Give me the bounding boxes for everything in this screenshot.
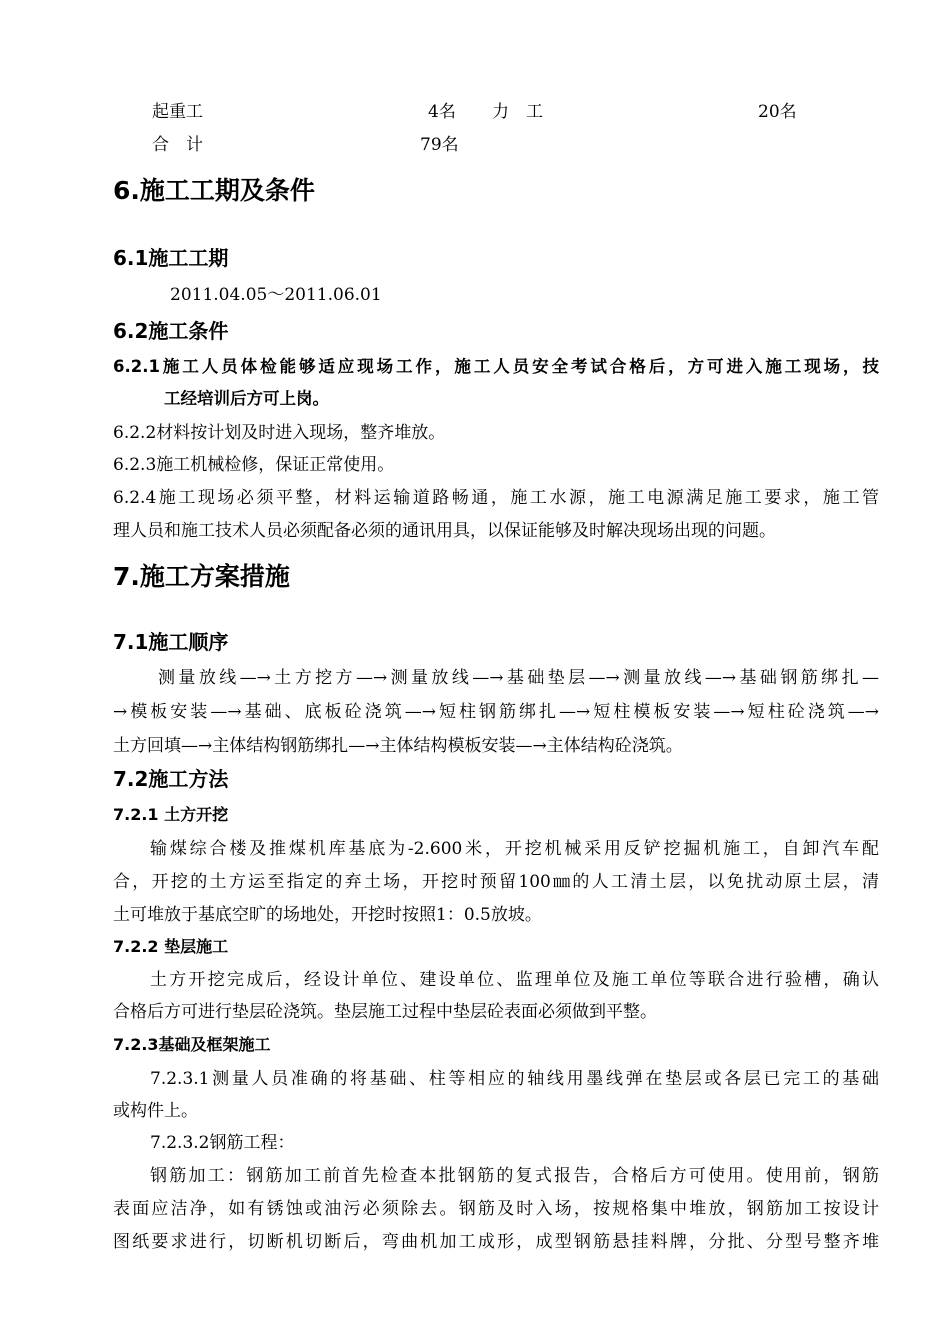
staff-name-hoist-worker: 起重工: [152, 102, 203, 122]
cushion-line2: 合格后方可进行垫层砼浇筑。垫层施工过程中垫层砼表面必须做到平整。: [113, 1002, 657, 1022]
section-7-2-1-heading: 7.2.1 土方开挖: [113, 805, 229, 824]
staff-count-laborer: 20名: [758, 102, 797, 122]
sequence-line3: 土方回填—→主体结构钢筋绑扎—→主体结构模板安装—→主体结构砼浇筑。: [113, 736, 683, 756]
clause-6-2-1-line1: 6.2.1施工人员体检能够适应现场工作，施工人员安全考试合格后，方可进入施工现场，技: [113, 357, 879, 376]
cushion-line1: 土方开挖完成后，经设计单位、建设单位、监理单位及施工单位等联合进行验槽，确认: [150, 970, 879, 990]
staff-name-laborer: 力 工: [492, 102, 543, 122]
section-7-1-heading: 7.1施工顺序: [113, 630, 229, 654]
sequence-line2: →模板安装—→基础、底板砼浇筑—→短柱钢筋绑扎—→短柱模板安装—→短柱砼浇筑—→: [113, 702, 879, 722]
excavation-line1: 输煤综合楼及推煤机库基底为-2.600米，开挖机械采用反铲挖掘机施工，自卸汽车配: [150, 839, 879, 859]
clause-6-2-2: 6.2.2材料按计划及时进入现场，整齐堆放。: [113, 423, 446, 443]
clause-6-2-3: 6.2.3施工机械检修，保证正常使用。: [113, 455, 395, 475]
excavation-line2: 合，开挖的土方运至指定的弃土场，开挖时预留100㎜的人工清土层，以免扰动原土层，清: [113, 872, 879, 892]
section-7-2-2-heading: 7.2.2 垫层施工: [113, 937, 229, 956]
construction-period: 2011.04.05～2011.06.01: [170, 285, 382, 305]
clause-6-2-4-line1: 6.2.4施工现场必须平整，材料运输道路畅通，施工水源，施工电源满足施工要求，施工管: [113, 488, 879, 508]
section-7-heading: 7.施工方案措施: [113, 562, 290, 591]
section-6-2-heading: 6.2施工条件: [113, 319, 229, 343]
clause-7-2-3-2: 7.2.3.2钢筋工程：: [150, 1133, 295, 1153]
section-7-2-heading: 7.2施工方法: [113, 767, 229, 791]
staff-total-count: 79名: [420, 135, 459, 155]
section-6-heading: 6.施工工期及条件: [113, 176, 315, 205]
clause-6-2-4-line2: 理人员和施工技术人员必须配备必须的通讯用具，以保证能够及时解决现场出现的问题。: [113, 521, 776, 541]
rebar-line2: 表面应洁净，如有锈蚀或油污必须除去。钢筋及时入场，按规格集中堆放，钢筋加工按设计: [113, 1199, 879, 1219]
section-6-1-heading: 6.1施工工期: [113, 246, 229, 270]
rebar-line3: 图纸要求进行，切断机切断后，弯曲机加工成形，成型钢筋悬挂料牌，分批、分型号整齐堆: [113, 1232, 879, 1252]
clause-7-2-3-1-line2: 或构件上。: [113, 1101, 198, 1121]
section-7-2-3-heading: 7.2.3基础及框架施工: [113, 1035, 271, 1054]
staff-total-label: 合 计: [152, 135, 203, 155]
clause-6-2-1-line2: 工经培训后方可上岗。: [164, 389, 329, 408]
clause-7-2-3-1-line1: 7.2.3.1测量人员准确的将基础、柱等相应的轴线用墨线弹在垫层或各层已完工的基础: [150, 1069, 879, 1089]
excavation-line3: 土可堆放于基底空旷的场地处，开挖时按照1：0.5放坡。: [113, 905, 542, 925]
staff-count-hoist-worker: 4名: [428, 102, 456, 122]
rebar-line1: 钢筋加工：钢筋加工前首先检查本批钢筋的复式报告，合格后方可使用。使用前，钢筋: [150, 1166, 879, 1186]
sequence-line1: 测量放线—→土方挖方—→测量放线—→基础垫层—→测量放线—→基础钢筋绑扎—: [158, 668, 879, 688]
